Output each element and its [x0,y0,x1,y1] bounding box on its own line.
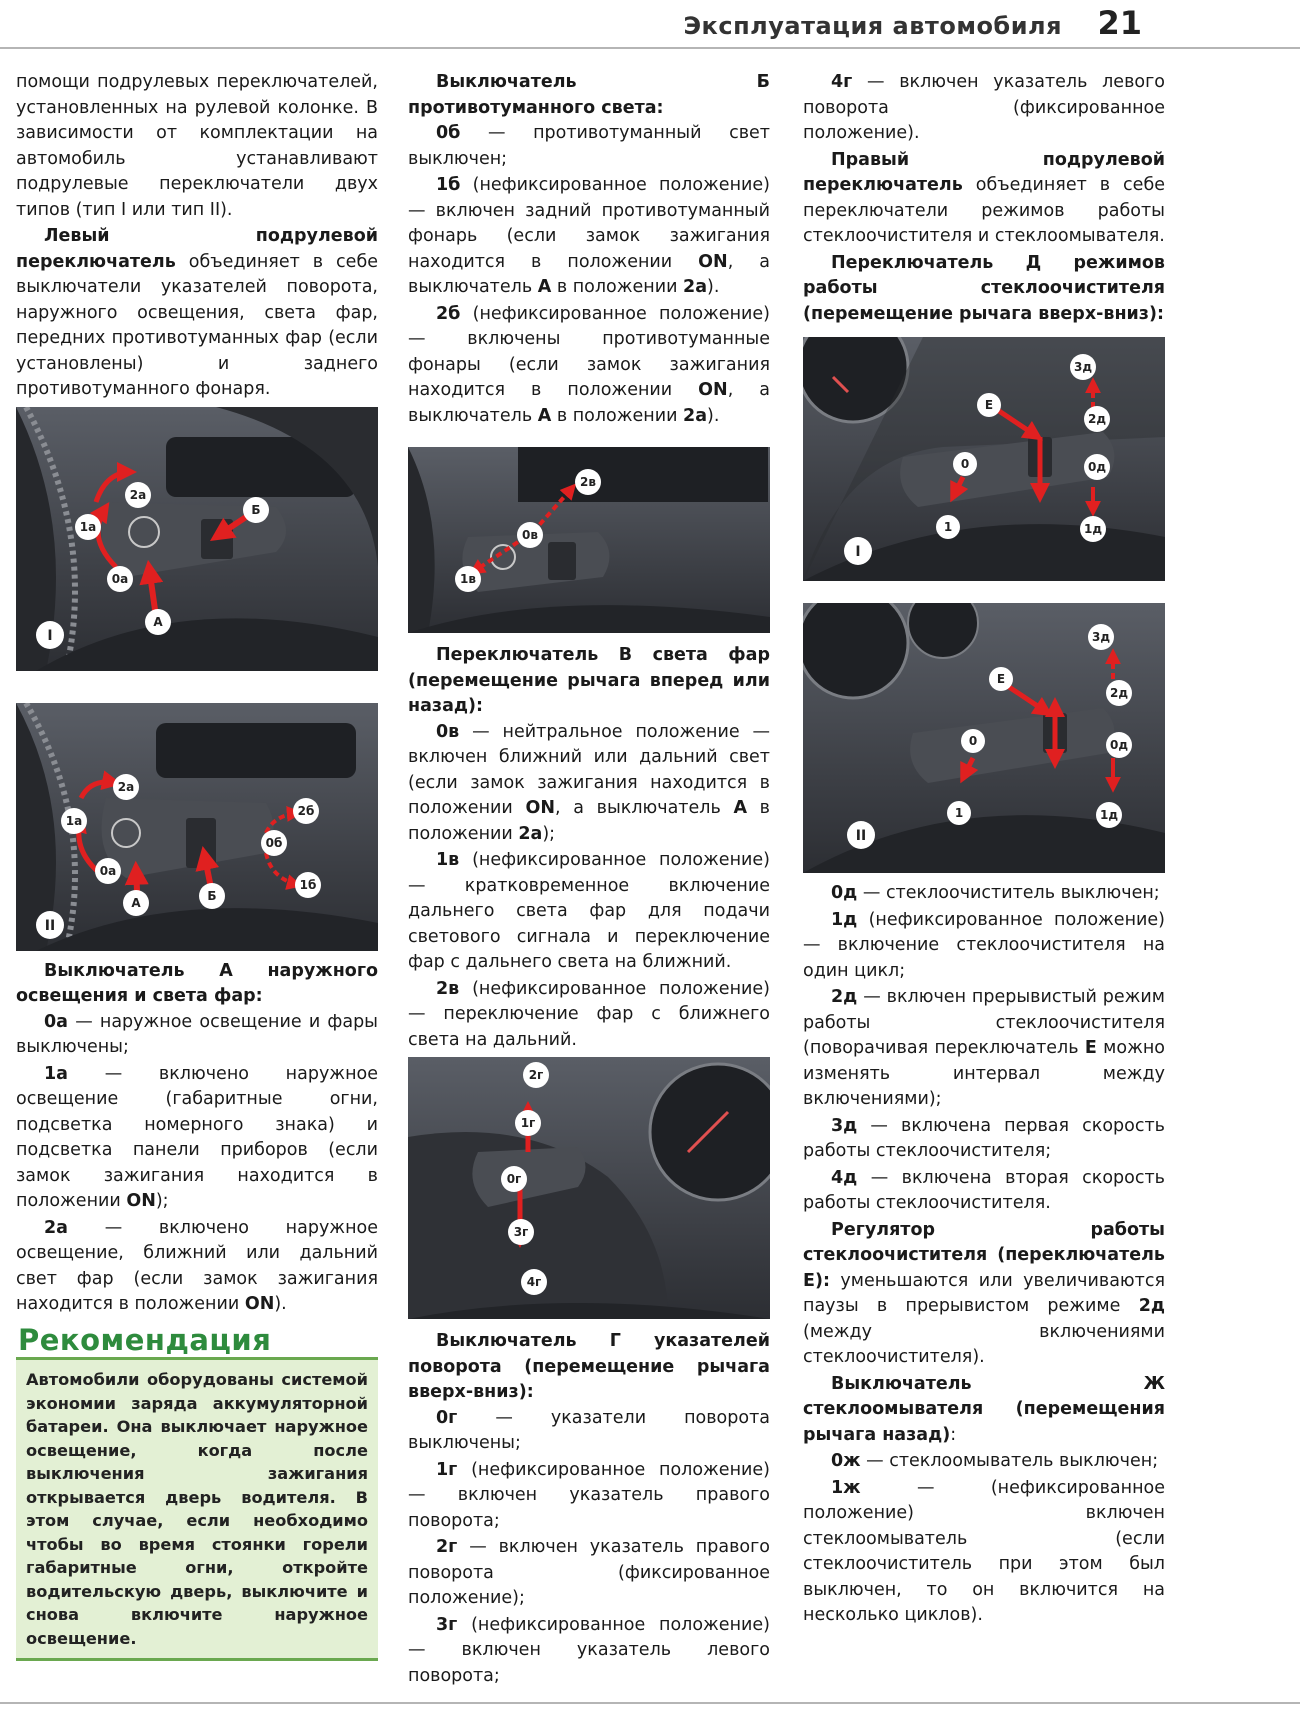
b2-item: 2б (нефиксированное положение) — включены противотуманные фонары (если замок зажигания находится в положении ON, а выключатель А в положении 2а). [408,303,770,426]
v0-item: 0в — нейтральное положение — включен ближний или дальний свет (если замок зажигания находится в положении ON, а выключатель А в положении 2а); [408,721,770,844]
column-3 [803,70,1165,1630]
label-0d: 0д [1087,460,1107,474]
label-0: 0 [960,457,970,471]
label-2a: 2а [117,779,135,794]
header-rule [0,47,1300,49]
label-1g: 1г [520,1116,536,1130]
page-number: 21 [1097,4,1142,42]
label-type-1: I [855,544,861,560]
photo-headlight-switch [408,447,770,633]
label-type-2: II [855,828,867,844]
column-2 [408,70,770,1690]
label-A: А [131,895,141,910]
label-1: 1 [954,806,964,820]
v1-item: 1в (нефиксированное положение) — кратковременное включение дальнего света фар для подачи светового сигнала и переключение фар с дальнего света на ближний. [408,850,770,972]
label-0v: 0в [522,528,538,542]
photo-wiper-switch-type-1 [803,337,1165,581]
switch-zh-paragraph: Выключатель Ж стеклоомывателя (перемещения рычага назад): [803,1373,1165,1445]
intro-paragraph: помощи подрулевых переключателей, установленных на рулевой колонке. В зависимости от комплектации на автомобиль устанавливают подрулевые переключатели двух типов (тип I или тип II). [16,72,378,220]
right-switch-paragraph: Правый подрулевой переключатель объединяет в себе переключатели режимов работы стеклоочистителя и стеклоомывателя. [803,149,1165,246]
g1-item: 1г (нефиксированное положение) — включен указатель правого поворота; [408,1459,770,1531]
d2-item: 2д — включен прерывистый режим работы стеклоочистителя (поворачивая переключатель Е можно изменять интервал между включениями); [803,987,1165,1109]
label-1d: 1д [1099,808,1119,822]
label-1b: 1б [299,877,317,892]
photo-wiper-switch-type-2 [803,603,1165,873]
switch-v-title: Переключатель В света фар (перемещение рычага вперед или назад): [408,645,770,716]
a2-item: 2а — включено наружное освещение, ближний или дальний свет фар (если замок зажигания находится в положении ON). [16,1217,378,1314]
switch-b-title: Выключатель Б противотуманного света: [408,72,770,118]
d1-item: 1д (нефиксированное положение) — включение стеклоочистителя на один цикл; [803,909,1165,981]
switch-g-title: Выключатель Г указателей поворота (перемещение рычага вверх-вниз): [408,1331,770,1402]
photo-turn-signal-switch [408,1057,770,1319]
label-1a: 1а [79,519,97,534]
label-E: Е [996,672,1006,686]
label-1v: 1в [460,572,476,586]
label-3d: 3д [1073,360,1093,374]
label-2b: 2б [297,803,315,818]
label-0g: 0г [506,1172,522,1186]
label-4g: 4г [526,1275,542,1289]
label-3d: 3д [1091,630,1111,644]
photo-left-switch-type-1 [16,407,378,671]
page-header [0,0,1300,52]
label-1: 1 [943,520,953,534]
d4-item: 4д — включена вторая скорость работы стеклоочистителя. [803,1167,1165,1213]
label-1a: 1а [65,813,83,828]
label-0a: 0а [111,571,129,586]
d3-item: 3д — включена первая скорость работы стеклоочистителя; [803,1115,1165,1161]
g4-item: 4г — включен указатель левого поворота (фиксированное положение). [803,72,1165,143]
v2-item: 2в (нефиксированное положение) — переключение фар с ближнего света на дальний. [408,978,770,1050]
zh1-item: 1ж — (нефиксированное положение) включен стеклоомыватель (если стеклоочиститель при этом был выключен, то он включится на несколько циклов). [803,1477,1165,1625]
g3-item: 3г (нефиксированное положение) — включен указатель левого поворота; [408,1614,770,1686]
b1-item: 1б (нефиксированное положение) — включен задний противотуманный фонарь (если замок зажигания находится в положении ON, а выключатель А в положении 2а). [408,175,770,297]
label-2d: 2д [1087,412,1107,426]
label-A: А [153,614,163,629]
label-2a: 2а [129,487,147,502]
left-switch-desc: объединяет в себе выключатели указателей поворота, наружного освещения, света фар, передних противотуманных фар (если установлены) и заднего противотуманного фонаря. [16,251,378,399]
recommendation-box: Автомобили оборудованы системой экономии заряда аккумуляторной батареи. Она выключает наружное освещение, когда после выключения зажигания открывается дверь водителя. В этом случае, если необходимо чтобы во время стоянки горели габаритные огни, откройте водительскую дверь, выключите и снова включите наружное освещение. [16,1357,378,1661]
label-0d: 0д [1109,738,1129,752]
label-B: Б [251,502,261,517]
footer-rule [0,1702,1300,1704]
d0-item: 0д — стеклоочиститель выключен; [831,883,1160,903]
regulator-paragraph: Регулятор работы стеклоочистителя (переключатель Е): уменьшаются или увеличиваются паузы в прерывистом режиме 2д (между включениями стеклоочистителя). [803,1219,1165,1367]
label-type-2: II [44,917,56,934]
photo-left-switch-type-2 [16,703,378,951]
header-title: Эксплуатация автомобиля [683,12,1062,40]
switch-d-title: Переключатель Д режимов работы стеклоочистителя (перемещение рычага вверх-вниз): [803,252,1165,324]
recommendation-title: Рекомендация [18,1322,272,1357]
left-switch-term: Левый подрулевой переключатель [16,226,378,272]
column-1 [16,70,378,1661]
label-1d: 1д [1083,522,1103,536]
a1-item: 1а — включено наружное освещение (габаритные огни, подсветка номерного знака) и подсветка панели приборов (если замок зажигания находится в положении ON); [16,1063,378,1211]
label-0a: 0а [99,863,117,878]
label-3g: 3г [513,1225,529,1239]
switch-a-title: Выключатель А наружного освещения и света фар: [16,960,378,1006]
label-2v: 2в [580,475,596,489]
label-0: 0 [968,734,978,748]
zh0-item: 0ж — стеклоомыватель выключен; [831,1451,1159,1471]
label-2g: 2г [528,1068,544,1082]
label-type-1: I [47,627,53,644]
label-2d: 2д [1109,686,1129,700]
label-0b: 0б [265,835,283,850]
b0-item: 0б — противотуманный свет выключен; [408,123,770,169]
left-switch-paragraph [16,224,378,403]
a0-item: 0а — наружное освещение и фары выключены; [16,1011,378,1057]
g0-item: 0г — указатели поворота выключены; [408,1407,770,1453]
label-B: Б [207,888,217,903]
g2-item: 2г — включен указатель правого поворота (фиксированное положение); [408,1537,770,1608]
label-E: Е [984,398,994,412]
